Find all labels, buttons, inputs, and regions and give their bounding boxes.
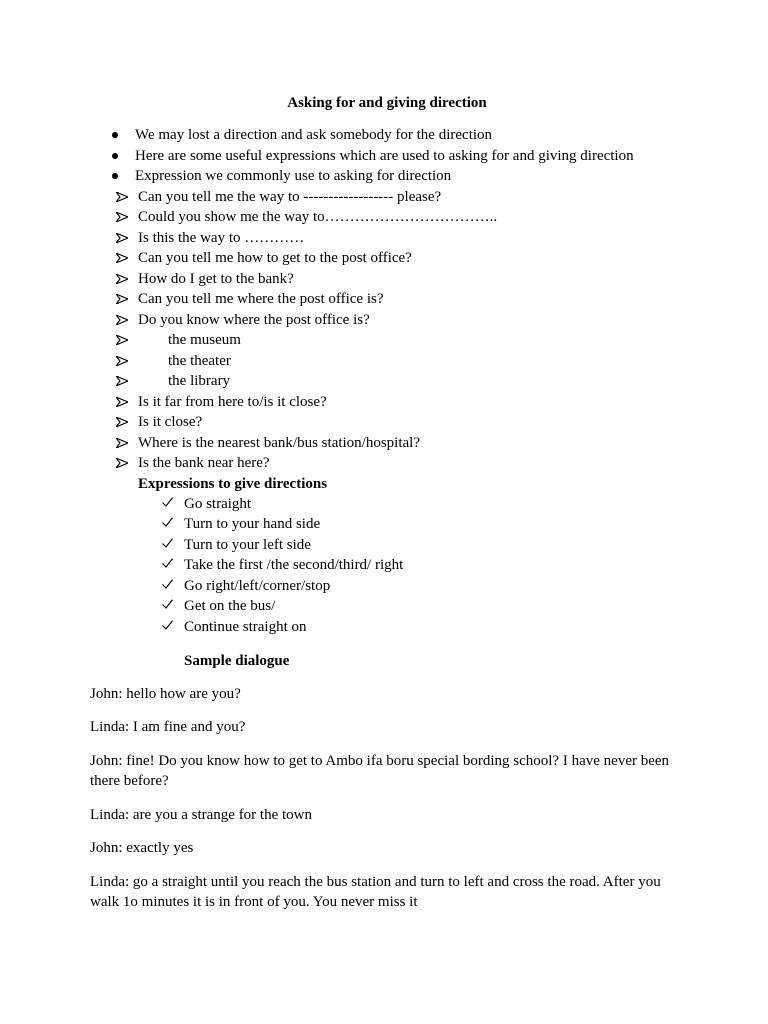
arrow-bullet-icon: [116, 315, 128, 325]
bullet-item: We may lost a direction and ask somebody for the direction: [135, 127, 493, 143]
arrow-bullet-icon: [116, 233, 128, 243]
arrow-bullet-icon: [116, 335, 128, 345]
arrow-bullet-icon: [116, 458, 128, 468]
checkmark-icon: [162, 538, 173, 548]
asking-expression: Where is the nearest bank/bus station/hospital?: [138, 435, 421, 451]
checkmark-icon: [162, 599, 173, 609]
asking-expression: Do you know where the post office is?: [138, 312, 370, 328]
giving-directions-heading: Expressions to give directions: [138, 476, 328, 492]
bullet-dot: [112, 153, 118, 159]
bullet-item: Here are some useful expressions which are used to asking for and giving direction: [135, 148, 634, 164]
asking-expression: Can you tell me where the post office is?: [138, 291, 384, 307]
arrow-bullet-icon: [116, 438, 128, 448]
giving-expression: Continue straight on: [184, 619, 307, 635]
asking-expression: Is this the way to …………: [138, 230, 305, 246]
arrow-bullet-icon: [116, 294, 128, 304]
giving-expression: Go straight: [184, 496, 252, 512]
arrow-bullet-icon: [116, 253, 128, 263]
asking-expression: Is it close?: [138, 414, 203, 430]
arrow-bullet-icon: [116, 376, 128, 386]
dialogue-line: Linda: go a straight until you reach the bus station and turn to left and cross the road. After you walk 1o minutes it is in front of you. You never miss it: [90, 874, 661, 910]
giving-expression: Take the first /the second/third/ right: [184, 557, 404, 573]
sample-dialogue-heading: Sample dialogue: [184, 653, 290, 669]
arrow-bullet-icon: [116, 397, 128, 407]
checkmark-icon: [162, 558, 173, 568]
asking-expression: Can you tell me how to get to the post office?: [138, 250, 412, 266]
asking-expression: Is the bank near here?: [138, 455, 270, 471]
page-title: Asking for and giving direction: [287, 95, 487, 111]
bullet-item: Expression we commonly use to asking for direction: [135, 168, 452, 184]
giving-expression: Turn to your left side: [184, 537, 311, 553]
asking-expression: Could you show me the way to……………………………..: [138, 209, 498, 225]
asking-expression: the theater: [168, 353, 231, 369]
giving-expression: Turn to your hand side: [184, 516, 321, 532]
dialogue-line: Linda: are you a strange for the town: [90, 807, 313, 823]
arrow-bullet-icon: [116, 212, 128, 222]
bullet-dot: [112, 173, 118, 179]
asking-expression: the library: [168, 373, 231, 389]
checkmark-icon: [162, 579, 173, 589]
arrow-bullet-icon: [116, 356, 128, 366]
giving-expression: Go right/left/corner/stop: [184, 578, 331, 594]
asking-expression: Is it far from here to/is it close?: [138, 394, 327, 410]
dialogue-line: John: hello how are you?: [90, 686, 241, 702]
arrow-bullet-icon: [116, 417, 128, 427]
bullet-dot: [112, 132, 118, 138]
asking-expression: How do I get to the bank?: [138, 271, 294, 287]
checkmark-icon: [162, 497, 173, 507]
arrow-bullet-icon: [116, 274, 128, 284]
giving-expression: Get on the bus/: [184, 598, 276, 614]
checkmark-icon: [162, 620, 173, 630]
dialogue-line: John: exactly yes: [90, 840, 194, 856]
asking-expression: Can you tell me the way to ------------------ please?: [138, 189, 442, 205]
dialogue-line: John: fine! Do you know how to get to Ambo ifa boru special bording school? I have never been there before?: [90, 753, 670, 789]
dialogue-line: Linda: I am fine and you?: [90, 719, 246, 735]
arrow-bullet-icon: [116, 192, 128, 202]
checkmark-icon: [162, 517, 173, 527]
asking-expression: the museum: [168, 332, 241, 348]
